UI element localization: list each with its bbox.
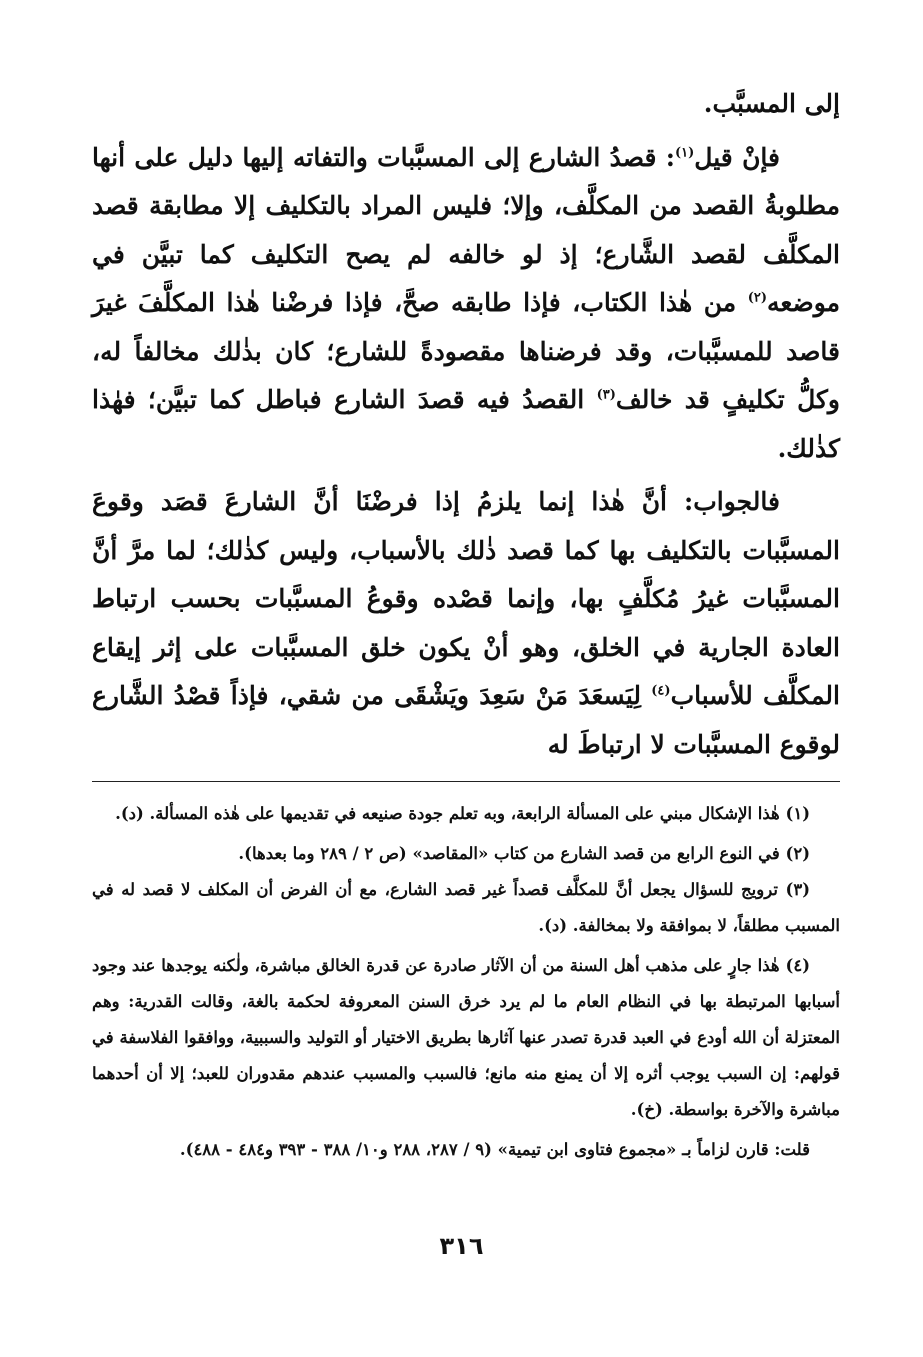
footnotes xyxy=(92,796,840,1168)
page-content xyxy=(92,80,840,1168)
footnote-divider xyxy=(92,781,840,782)
footnote-1: (١) هٰذا الإشكال مبني على المسألة الرابعة، وبه تعلم جودة صنيعه في تقديمها على هٰذه المسألة. (د). xyxy=(115,804,810,823)
footnote-3: (٣) ترويج للسؤال يجعل أنَّ للمكلَّف قصداً غير قصد الشارع، مع أن الفرض أن المكلف لا قصد له في المسبب مطلقاً، لا بموافقة ولا بمخالفة. (د). xyxy=(92,880,840,935)
footnote-ref-4: (٤) xyxy=(651,683,671,699)
footnote-ref-1: (١) xyxy=(674,145,695,161)
page-number: ٣١٦ xyxy=(439,1232,484,1260)
paragraph-answer xyxy=(92,478,840,769)
paragraph-0 xyxy=(92,80,840,129)
answer-text-1: فالجواب: أنَّ هٰذا إنما يلزمُ إذا فرضْنَا أنَّ الشارعَ قصَد وقوعَ المسبَّبات بالتكليف بها كما قصد ذٰلك بالأسباب، وليس كذٰلك؛ لما مرَّ أنَّ المسبَّبات غيرُ مُكلَّفٍ بها، وإنما قصْده وقوعُ المسبَّبات بحسب ارتباط العادة الجارية في الخلق، وهو أنْ يكون خلق المسبَّبات على إثر إيقاع المكلَّف للأسباب xyxy=(92,487,840,710)
footnote-ref-3: (٣) xyxy=(596,387,616,403)
question-text-2: من هٰذا الكتاب، فإذا طابقه صحَّ، فإذا فرضْنا هٰذا المكلَّفَ غيرَ قاصد للمسبَّبات، وقد فرضناها مقصودةً للشارع؛ كان بذٰلك مخالفاً له، وكلُّ تكليفٍ قد خالف xyxy=(92,288,840,414)
main-text xyxy=(92,80,840,769)
paragraph-question xyxy=(92,134,840,474)
question-text-1: : قصدُ الشارع إلى المسبَّبات والتفاته إليها دليل على أنها مطلوبةُ القصد من المكلَّف، وإلا؛ فليس المراد بالتكليف إلا مطابقة قصد المكلَّف لقصد الشَّارع؛ إذ لو خالفه لم يصح التكليف كما تبيَّن في موضعه xyxy=(92,142,841,317)
question-text-3: القصدُ فيه قصدَ الشارع فباطل كما تبيَّن؛ فهٰذا كذٰلك. xyxy=(92,385,840,463)
paragraph-0-text: إلى المسبَّب. xyxy=(703,89,840,118)
question-lead: فإنْ قيل xyxy=(694,142,780,172)
footnote-4: (٤) هٰذا جارٍ على مذهب أهل السنة من أن الآثار صادرة عن قدرة الخالق مباشرة، ولٰكنه يوجدها عند وجود أسبابها المرتبطة بها في النظام العام ما لم يرد خرق السنن المعروفة لحكمة بالغة، وقالت القدرية: وهم المعتزلة أن الله أودع في العبد قدرة تصدر عنها آثارها بطريق الاختيار أو التوليد والسببية، ووافقوا الفلاسفة في قولهم: إن السبب يوجب أثره إلا أن يمنع منه مانع؛ فالسبب والمسبب عندهم مقدوران للعبد؛ إلا أن أحدهما مباشرة والآخرة بواسطة. (خ). xyxy=(92,956,840,1119)
footnote-2: (٢) في النوع الرابع من قصد الشارع من كتاب «المقاصد» (ص ٢ / ٢٨٩ وما بعدها). xyxy=(238,844,810,863)
footnote-ref-2: (٢) xyxy=(747,290,767,306)
footnote-4-addendum: قلت: قارن لزاماً بـ «مجموع فتاوى ابن تيمية» (٩ / ٢٨٧، ٢٨٨ و١٠/ ٣٨٨ - ٣٩٣ و٤٨٤ - ٤٨٨). xyxy=(179,1140,810,1159)
answer-text-2: لِيَسعَدَ مَنْ سَعِدَ ويَشْقَى من شقي، فإذاً قصْدُ الشَّارع لوقوع المسبَّبات لا ارتباطَ له xyxy=(92,681,840,759)
